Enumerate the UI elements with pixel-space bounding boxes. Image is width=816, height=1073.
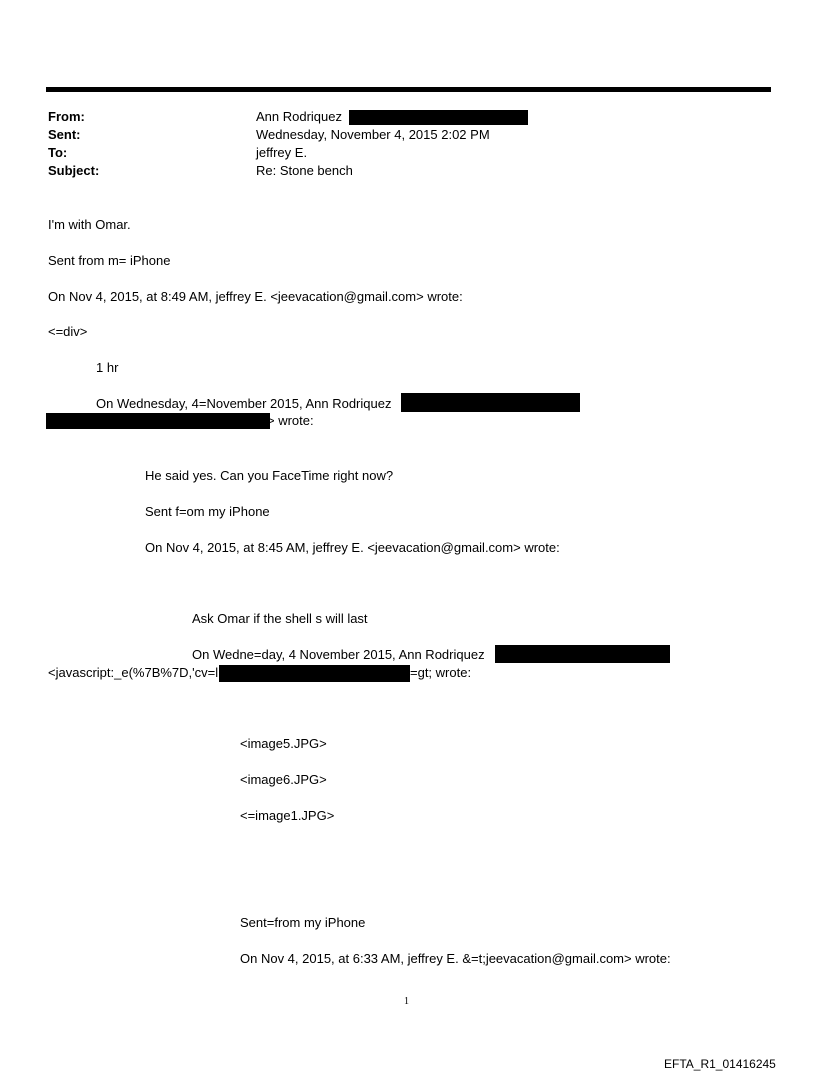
body-line: He said yes. Can you FaceTime right now? [145, 468, 394, 483]
page-number: 1 [404, 996, 409, 1007]
from-value: Ann Rodriquez [256, 109, 342, 124]
body-line: On Wedne=day, 4 November 2015, Ann Rodriquez [192, 647, 485, 662]
redaction-block [495, 645, 670, 663]
body-line: <image6.JPG> [240, 772, 327, 787]
redaction-block [401, 393, 580, 412]
body-line: Ask Omar if the shell s will last [192, 611, 368, 626]
sent-value: Wednesday, November 4, 2015 2:02 PM [256, 127, 490, 142]
to-value: jeffrey E. [256, 145, 308, 160]
redaction-block [46, 413, 270, 429]
sent-label: Sent: [48, 127, 81, 142]
body-line: Sent from m= iPhone [48, 253, 171, 268]
body-line: =gt; wrote: [410, 665, 472, 680]
body-line: <image5.JPG> [240, 736, 327, 751]
body-line: > wrote: [267, 413, 314, 428]
body-line: <javascript:_e(%7B%7D,'cv=l [48, 665, 219, 680]
to-label: To: [48, 145, 68, 160]
body-line: On Nov 4, 2015, at 8:45 AM, jeffrey E. <jeevacation@gmail.com> wrote: [145, 540, 560, 555]
body-line: On Nov 4, 2015, at 6:33 AM, jeffrey E. &=t;jeevacation@gmail.com> wrote: [240, 951, 671, 966]
body-line: I'm with Omar. [48, 217, 131, 232]
body-line: Sent=from my iPhone [240, 915, 366, 930]
redaction-block [349, 110, 528, 125]
body-line: Sent f=om my iPhone [145, 504, 270, 519]
body-line: 1 hr [96, 360, 119, 375]
document-id: EFTA_R1_01416245 [664, 1057, 776, 1071]
redaction-block [219, 665, 410, 682]
subject-value: Re: Stone bench [256, 163, 353, 178]
subject-label: Subject: [48, 163, 100, 178]
from-label: From: [48, 109, 85, 124]
body-line: On Wednesday, 4=November 2015, Ann Rodriquez [96, 396, 392, 411]
body-line: On Nov 4, 2015, at 8:49 AM, jeffrey E. <jeevacation@gmail.com> wrote: [48, 289, 463, 304]
body-line: <=div> [48, 324, 88, 339]
header-rule [46, 87, 771, 92]
body-line: <=image1.JPG> [240, 808, 335, 823]
